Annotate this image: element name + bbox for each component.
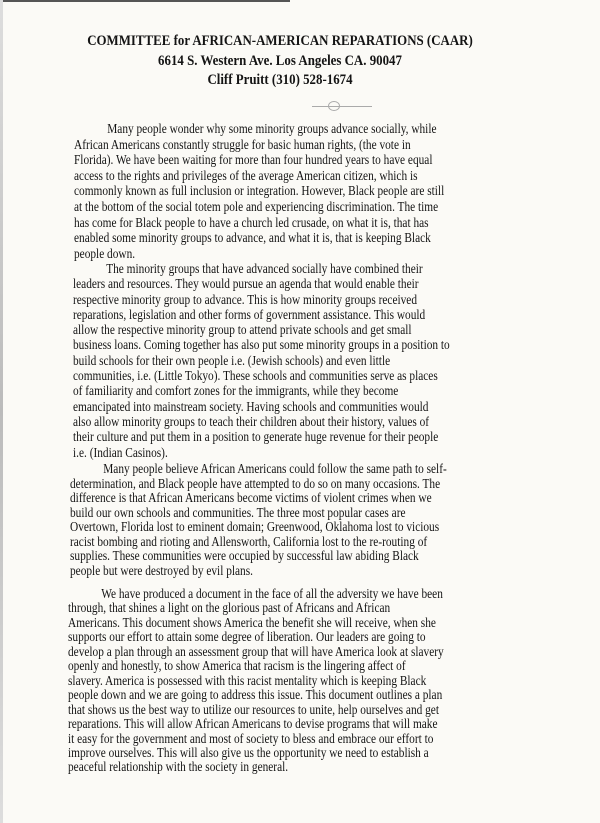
text-line: Americans. This document shows America the benefit she will receive, when she [68, 615, 436, 631]
text-line: improve ourselves. This will also give us the opportunity we need to establish a [68, 745, 429, 761]
org-name: COMMITTEE for AFRICAN-AMERICAN REPARATIONS (CAAR) [87, 33, 473, 49]
text-line: We have produced a document in the face of all the adversity we have been [101, 587, 443, 602]
text-line: African Americans constantly struggle for basic human rights, (the vote in [74, 137, 411, 153]
paragraph-3 [70, 463, 447, 579]
text-line: build schools for their own people i.e. (Jewish schools) and even little [73, 353, 391, 369]
scan-edge [0, 0, 290, 2]
text-line: people but were destroyed by evil plans. [70, 563, 253, 579]
text-line: develop a plan through an assessment group that will have America look at slavery [68, 644, 444, 660]
letterhead [0, 32, 600, 91]
text-line: build our own schools and communities. The three most popular cases are [70, 505, 406, 521]
text-line: Many people wonder why some minority groups advance socially, while [107, 122, 437, 137]
text-line: Many people believe African Americans could follow the same path to self- [103, 462, 447, 477]
text-line: communities, i.e. (Little Tokyo). These schools and communities serve as places [73, 369, 438, 385]
text-line: reparations, legislation and other forms of government assistance. This would [73, 307, 426, 323]
text-line: allow the respective minority group to attend private schools and get small [73, 323, 412, 339]
text-line: racist bombing and rioting and Allensworth, California lost to the re-routing of [70, 534, 428, 550]
text-line: slavery. America is possessed with this racist mentality which is keeping Black [68, 673, 427, 689]
text-line: enabled some minority groups to advance, and what it is, that is keeping Black [74, 231, 431, 247]
text-line: reparations. This will allow African Americans to devise programs that will make [68, 717, 438, 733]
text-line: it easy for the government and most of society to bless and embrace our effort to [68, 731, 434, 747]
text-line: supplies. These communities were occupied by successful law abiding Black [70, 549, 419, 564]
text-line: of familiarity and comfort zones for the immigrants, while they become [73, 384, 399, 400]
text-line: emancipated into mainstream society. Having schools and communities would [73, 399, 429, 415]
text-line: Overtown, Florida lost to eminent domain; Greenwood, Oklahoma lost to vicious [70, 520, 440, 535]
paragraph-2 [73, 262, 450, 461]
text-line: business loans. Coming together has also put some minority groups in a position to [73, 338, 450, 354]
text-line: people down and we are going to address this issue. This document outlines a plan [68, 688, 443, 704]
text-line: i.e. (Indian Casinos). [73, 445, 168, 461]
text-line: The minority groups that have advanced socially have combined their [106, 262, 423, 277]
text-line: has come for Black people to have a church led crusade, on what it is, that has [74, 215, 429, 231]
text-line: at the bottom of the social totem pole and experiencing discrimination. The time [74, 199, 439, 215]
handwritten-mark [312, 106, 372, 107]
text-line: supports our effort to attain some degree of liberation. Our leaders are going to [68, 630, 426, 646]
scan-edge-left [0, 0, 3, 823]
text-line: difference is that African Americans become victims of violent crimes when we [70, 491, 432, 506]
text-line: respective minority group to advance. This is how minority groups received [73, 292, 418, 308]
text-line: openly and honestly, to show America that racism is the lingering affect of [68, 659, 406, 675]
text-line: Florida). We have been waiting for more than four hundred years to have equal [74, 153, 433, 169]
text-line: access to the rights and privileges of the average American citizen, which is [74, 168, 418, 184]
text-line: also allow minority groups to teach their children about their history, values of [73, 414, 430, 430]
org-contact: Cliff Pruitt (310) 528-1674 [207, 72, 353, 88]
text-line: leaders and resources. They would pursue an agenda that would enable their [73, 277, 419, 293]
text-line: determination, and Black people have attempted to do so on many occasions. The [70, 476, 441, 492]
paragraph-4 [68, 588, 444, 776]
text-line: their culture and put them in a position to generate huge revenue for their people [73, 430, 439, 446]
org-address: 6614 S. Western Ave. Los Angeles CA. 90047 [158, 52, 402, 69]
text-line: peaceful relationship with the society in general. [68, 760, 289, 776]
paragraph-1 [74, 122, 444, 262]
text-line: that shows us the best way to utilize our resources to unite, help ourselves and get [68, 702, 439, 718]
text-line: commonly known as full inclusion or integration. However, Black people are still [74, 184, 445, 200]
text-line: through, that shines a light on the glorious past of Africans and African [68, 601, 391, 617]
text-line: people down. [74, 246, 136, 262]
